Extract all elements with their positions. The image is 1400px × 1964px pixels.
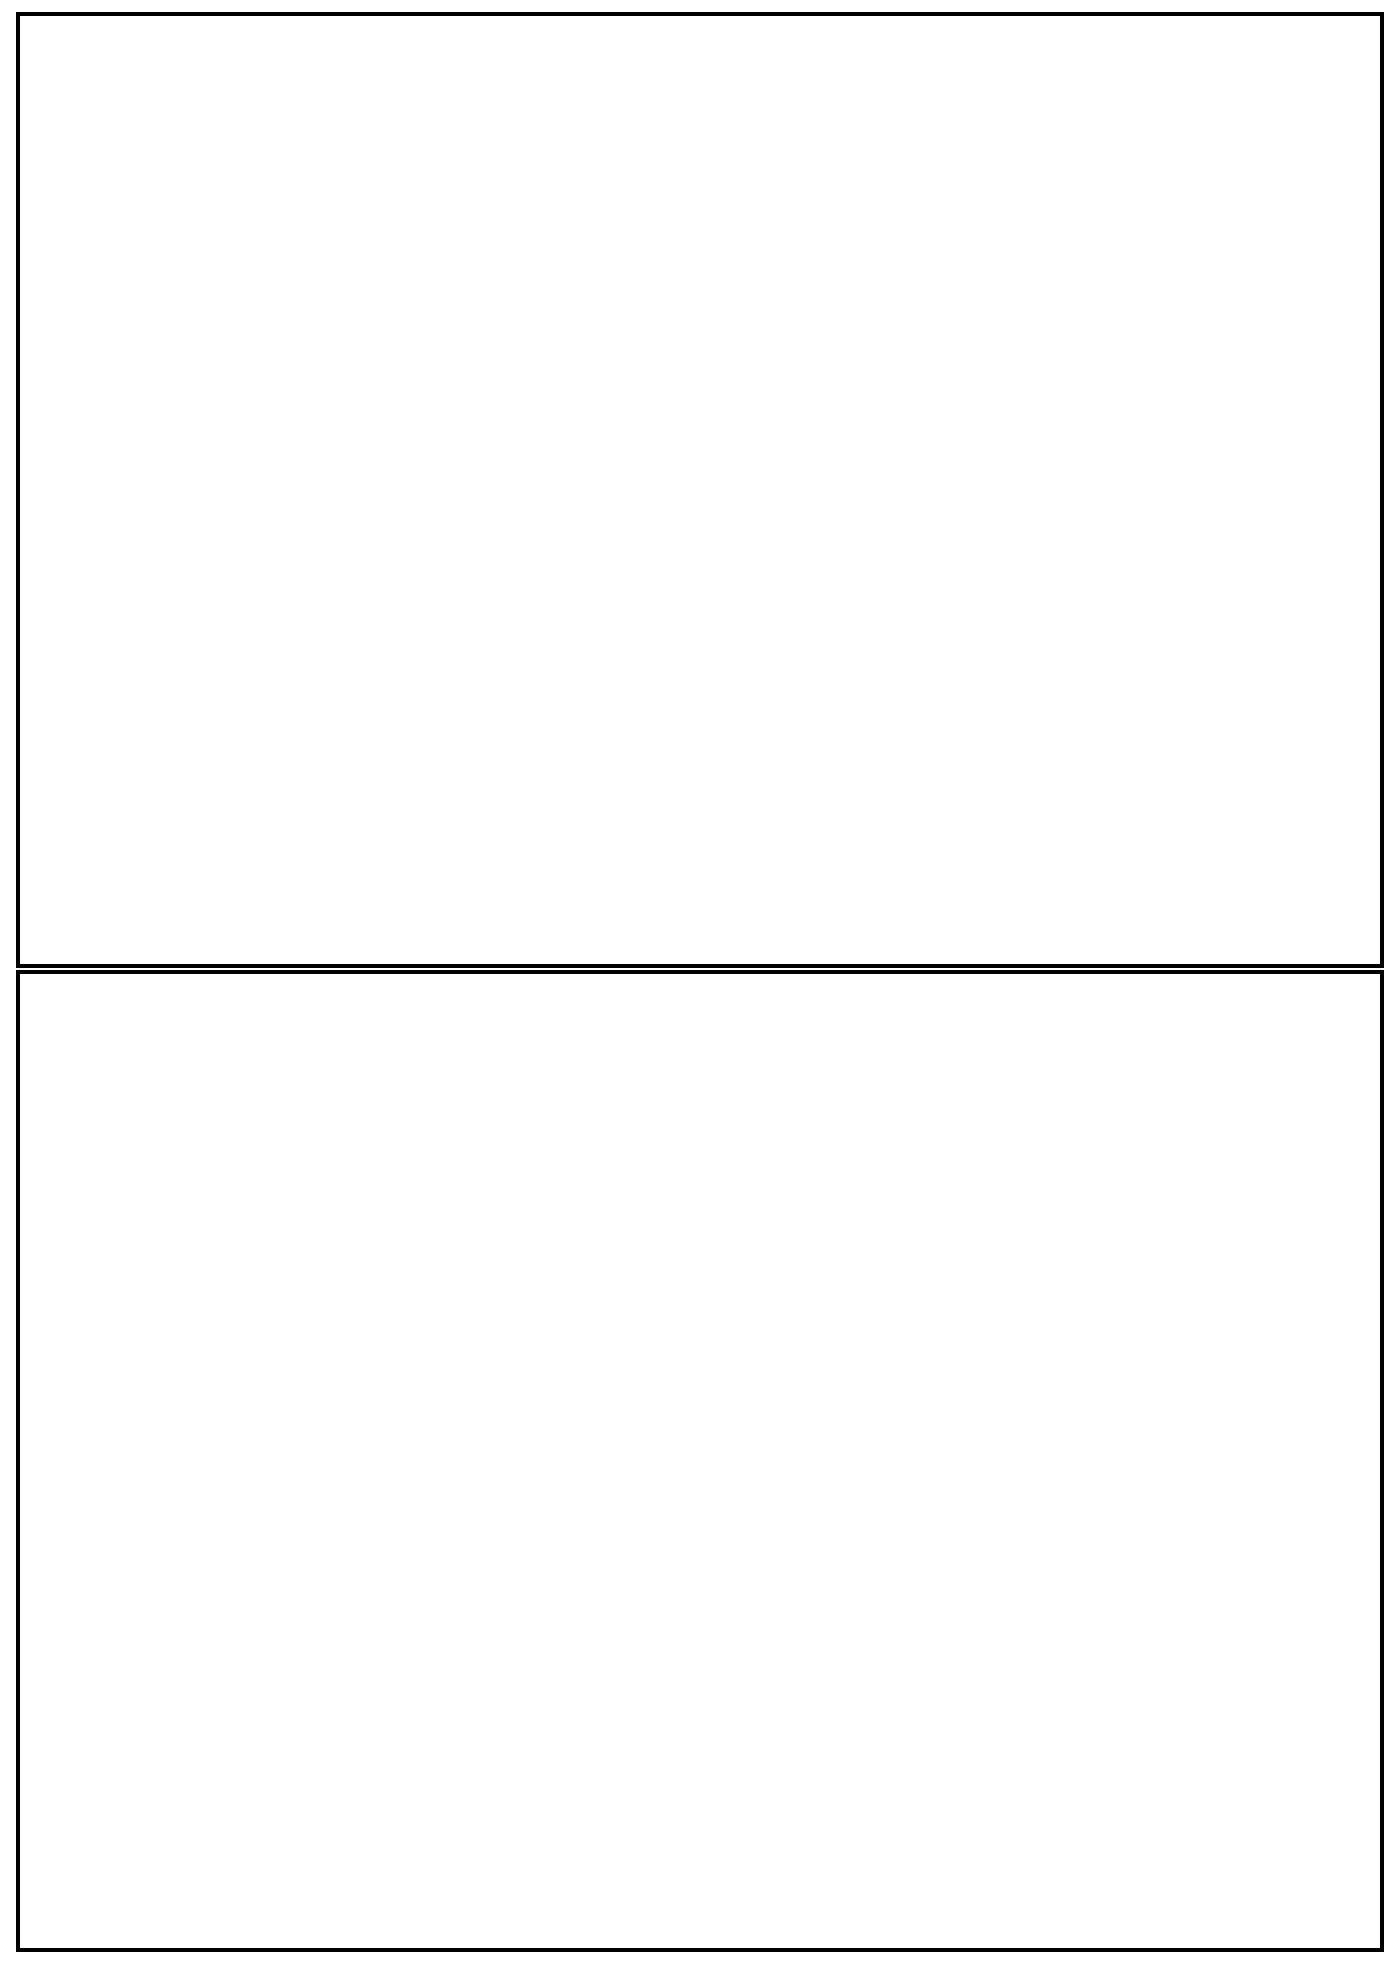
staff-sheet — [16, 12, 1384, 1952]
staff-block-bottom — [16, 970, 1384, 1952]
staff-block-top — [16, 12, 1384, 968]
